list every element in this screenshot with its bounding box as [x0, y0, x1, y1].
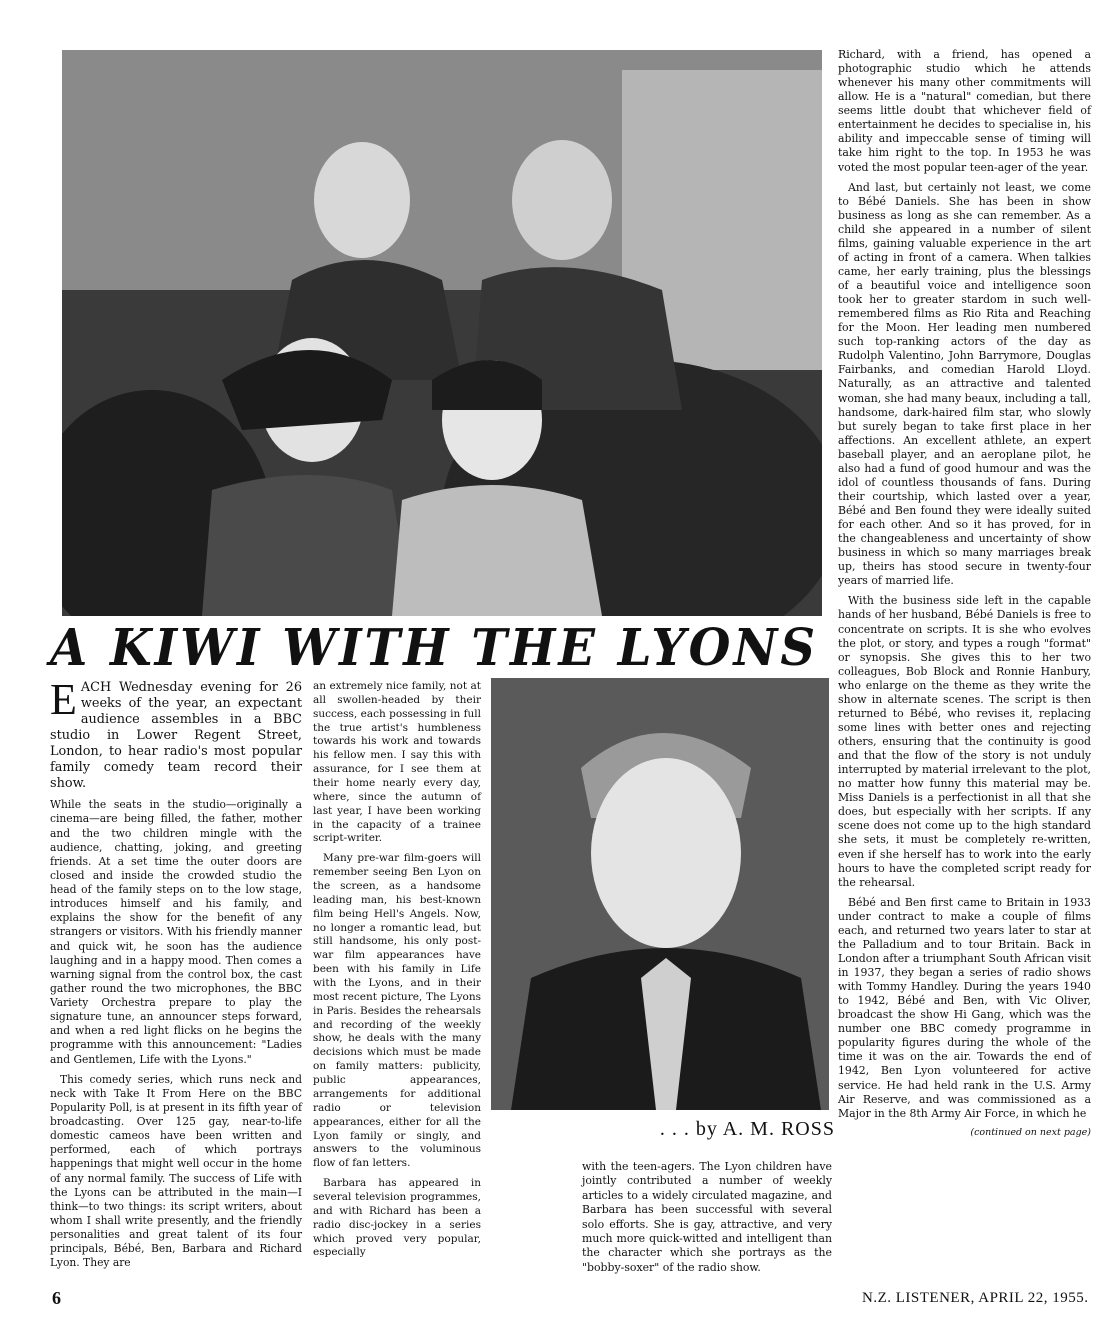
- drop-cap: E: [50, 675, 77, 724]
- family-photo: [62, 50, 822, 616]
- article-column-1: [50, 675, 302, 1276]
- paragraph: Many pre-war film-goers will remember seeing Ben Lyon on the screen, as a handsome leading man, his best-known film being Hell's Angels. Now, no longer a romantic lead, but still handsome, his only post-war film appearances have been with his family in Life with the Lyons, and in their most recent picture, The Lyons in Paris. Besides the rehearsals and recording of the weekly show, he deals with the many decisions which must be made on family matters: publicity, public appearances, arrangements for additional radio or television appearances, either for all the Lyon family or singly, and answers to the voluminous flow of fan letters.: [313, 852, 481, 1170]
- ben-lyon-photo: [491, 678, 829, 1110]
- footer-publication: N.Z. LISTENER, APRIL 22, 1955.: [862, 1290, 1089, 1306]
- article-column-4: [838, 48, 1091, 1139]
- paragraph: an extremely nice family, not at all swollen-headed by their success, each possessing in full the true artist's humbleness towards his work and towards his fellow men. I say this with assurance, for I see them at their home nearly every day, where, since the autumn of last year, I have been working in the capacity of a trainee script-writer.: [313, 680, 481, 845]
- paragraph: with the teen-agers. The Lyon children have jointly contributed a number of weekly articles to a widely circulated magazine, and Barbara has been successful with several solo efforts. She is gay, attractive, and very much more quick-witted and intelligent than the character which she portrays as the "bobby-soxer" of the radio show.: [582, 1160, 832, 1274]
- paragraph: Bébé and Ben first came to Britain in 1933 under contract to make a couple of films each, and returned two years later to star at the Palladium and to tour Britain. Back in London after a triumphant South African visit in 1937, they began a series of radio shows with Tommy Handley. During the years 1940 to 1942, Bébé and Ben, with Vic Oliver, broadcast the show Hi Gang, which was the number one BBC comedy programme in popularity figures during the whole of the time it was on the air. Towards the end of 1942, Ben Lyon volunteered for active service. He had held rank in the U.S. Army Air Reserve, and was commissioned as a Major in the 8th Army Air Force, in which he: [838, 895, 1091, 1120]
- paragraph: While the seats in the studio—originally a cinema—are being filled, the father, mother and the two children mingle with the audience, chatting, joking, and greeting friends. At a set time the outer doors are closed and inside the crowded studio the head of the family steps on to the low stage, introduces himself and his family, and explains the show for the benefit of any strangers or visitors. With his friendly manner and quick wit, he soon has the audience laughing and in a happy mood. Then comes a warning signal from the control box, the cast gather round the two microphones, the BBC Variety Orchestra prepare to play the signature tune, an announcer steps forward, and when a red light flicks on he begins the programme with this announcement: "Ladies and Gentlemen, Life with the Lyons.": [50, 798, 302, 1066]
- article-column-2: [313, 680, 481, 1266]
- continued-note: (continued on next page): [970, 1126, 1091, 1138]
- paragraph: This comedy series, which runs neck and neck with Take It From Here on the BBC Popularity Poll, is at present in its fifth year of broadcasting. Over 125 gay, near-to-life domestic cameos have been written and performed, each of which portrays happenings that might well occur in the home of any normal family. The success of Life with the Lyons can be attributed in the main—I think—to two things: its script writers, about whom I shall write presently, and the friendly personalities and great talent of its four principals, Bébé, Ben, Barbara and Richard Lyon. They are: [50, 1072, 302, 1270]
- byline: . . . by A. M. ROSS: [659, 1118, 835, 1140]
- ben-lyon-photo-image: [491, 678, 829, 1110]
- family-photo-image: [62, 50, 822, 616]
- article-column-3: [582, 1160, 832, 1281]
- headline: A KIWI WITH THE LYONS: [50, 618, 818, 678]
- page-number: 6: [52, 1288, 61, 1308]
- paragraph: Richard, with a friend, has opened a photographic studio which he attends whenever his many other commitments will allow. He is a "natural" comedian, but there seems little doubt that whichever field of entertainment he decides to specialise in, his ability and impeccable sense of timing will take him right to the top. In 1953 he was voted the most popular teen-ager of the year.: [838, 48, 1091, 174]
- paragraph: And last, but certainly not least, we come to Bébé Daniels. She has been in show business as long as she can remember. As a child she appeared in a number of silent films, gaining valuable experience in the art of acting in front of a camera. When talkies came, her early training, plus the blessings of a beautiful voice and intelligence soon took her to greater stardom in such well-remembered films as Rio Rita and Reaching for the Moon. Her leading men numbered such top-ranking actors of the day as Rudolph Valentino, John Barrymore, Douglas Fairbanks, and comedian Harold Lloyd. Naturally, as an attractive and talented woman, she had many beaux, including a tall, handsome, dark-haired film star, who slowly but surely began to take first place in her affections. An excellent athlete, an expert baseball player, and an aeroplane pilot, he also had a fund of good humour and was the idol of countless thousands of fans. During their courtship, which lasted over a year, Bébé and Ben found they were ideally suited for each other. And so it has proved, for in the changeableness and uncertainty of show business in which so many marriages break up, theirs has stood secure in twenty-four years of married life.: [838, 180, 1091, 588]
- paragraph: With the business side left in the capable hands of her husband, Bébé Daniels is free to concentrate on scripts. It is she who evolves the plot, or story, and types a rough "format" or synopsis. She gives this to her two colleagues, Bob Block and Ronnie Hanbury, who enlarge on the theme as they write the show in alternate scenes. The script is then returned to Bébé, who revises it, replacing some lines with better ones and rejecting others, ensuring that the continuity is good and that the flow of the story is not unduly interrupted by material irrelevant to the plot, no matter how funny this material may be. Miss Daniels is a perfectionist in all that she does, but especially with her scripts. If any scene does not come up to the high standard she sets, it must be completely re-written, even if she herself has to work into the early hours to have the completed script ready for the rehearsal.: [838, 594, 1091, 889]
- paragraph: Barbara has appeared in several television programmes, and with Richard has been a radio disc-jockey in a series which proved very popular, especially: [313, 1177, 481, 1259]
- lead-paragraph: EACH Wednesday evening for 26 weeks of the year, an expectant audience assembles in a BBC studio in Lower Regent Street, London, to hear radio's most popular family comedy team record their show.: [50, 675, 302, 792]
